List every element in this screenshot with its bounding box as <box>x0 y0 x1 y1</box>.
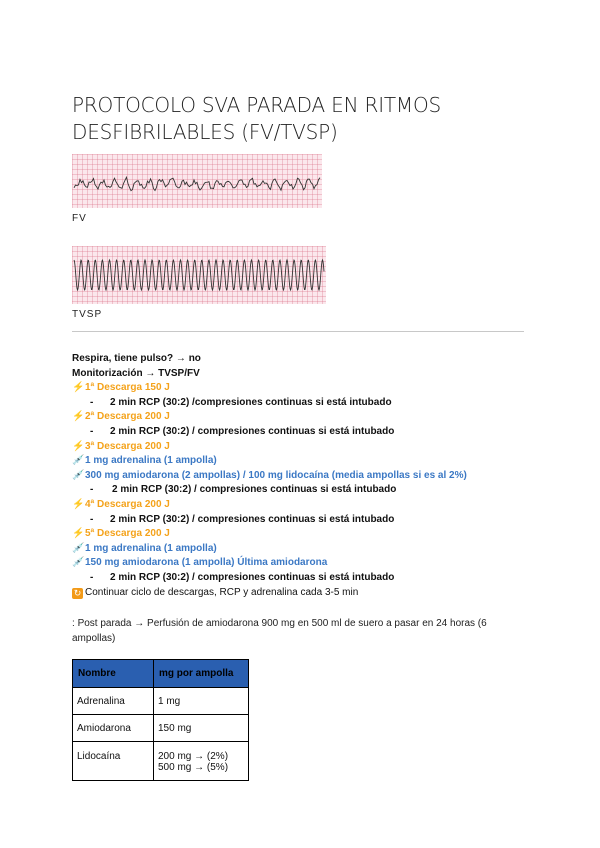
step-drug-amiodarona-2: 💉150 mg amiodarona (1 ampolla) Última amiodarona <box>72 556 542 571</box>
cell-dose: 1 mg <box>154 688 249 715</box>
page-title: PROTOCOLO SVA PARADA EN RITMOS DESFIBRILABLES (FV/TVSP) <box>72 93 442 144</box>
table-header-row <box>73 660 249 688</box>
step-shock-1: ⚡1ª Descarga 150 J <box>72 381 542 396</box>
syringe-icon: 💉 <box>72 469 85 481</box>
cell-name: Adrenalina <box>73 688 154 715</box>
step-rcp-3: - 2 min RCP (30:2) / compresiones continuas si está intubado <box>90 484 397 496</box>
ecg-strip-tvsp <box>72 246 326 304</box>
dose-line: 500 mg → (5%) <box>158 762 229 773</box>
syringe-icon: 💉 <box>72 542 85 554</box>
lightning-icon: ⚡ <box>72 411 85 423</box>
tvsp-caption: TVSP <box>72 309 103 320</box>
step-shock-3: ⚡3ª Descarga 200 J <box>72 440 542 455</box>
fv-caption: FV <box>72 213 87 224</box>
question-monitoring: Monitorización → TVSP/FV <box>72 367 200 379</box>
ecg-strip-fv <box>72 154 322 208</box>
table-row <box>73 715 249 742</box>
cell-name: Amiodarona <box>73 715 154 742</box>
table-row <box>73 688 249 715</box>
step-drug-adrenalina-2: 💉1 mg adrenalina (1 ampolla) <box>72 542 542 557</box>
syringe-icon: 💉 <box>72 557 85 569</box>
step-rcp-1: - 2 min RCP (30:2) /compresiones continuas si está intubado <box>90 396 392 408</box>
fv-waveform <box>72 154 322 208</box>
repeat-icon: ↻ <box>73 587 82 598</box>
lightning-icon: ⚡ <box>72 382 85 394</box>
table-row <box>73 742 249 781</box>
step-drug-amiodarona-1: 💉300 mg amiodarona (2 ampollas) / 100 mg lidocaína (media ampollas si es al 2%) <box>72 469 542 484</box>
question-breathing: Respira, tiene pulso? → no <box>72 353 201 364</box>
step-shock-4: ⚡4ª Descarga 200 J <box>72 498 542 513</box>
col-header-name: Nombre <box>73 660 154 688</box>
cell-dose <box>154 742 249 781</box>
step-shock-2: ⚡2ª Descarga 200 J <box>72 410 542 425</box>
cell-name: Lidocaína <box>73 742 154 781</box>
step-rcp-5: - 2 min RCP (30:2) / compresiones continuas si está intubado <box>90 571 395 583</box>
step-drug-adrenalina-1: 💉1 mg adrenalina (1 ampolla) <box>72 454 542 469</box>
step-rcp-2: - 2 min RCP (30:2) / compresiones continuas si está intubado <box>90 425 395 437</box>
lightning-icon: ⚡ <box>72 498 85 510</box>
step-shock-5: ⚡5ª Descarga 200 J <box>72 527 542 542</box>
col-header-dose: mg por ampolla <box>154 660 249 688</box>
step-continue-cycle: ↻ Continuar ciclo de descargas, RCP y adrenalina cada 3-5 min <box>73 586 359 598</box>
post-arrest-note: : Post parada → Perfusión de amiodarona 900 mg en 500 ml de suero a pasar en 24 horas (6 ampollas) <box>72 618 487 644</box>
divider <box>72 331 524 332</box>
lightning-icon: ⚡ <box>72 440 85 452</box>
tvsp-waveform <box>72 246 326 304</box>
dose-table <box>72 659 249 781</box>
protocol-steps <box>72 352 542 600</box>
step-rcp-4: - 2 min RCP (30:2) / compresiones continuas si está intubado <box>90 513 395 525</box>
syringe-icon: 💉 <box>72 455 85 467</box>
dose-line: 200 mg → (2%) <box>158 751 229 762</box>
lightning-icon: ⚡ <box>72 528 85 540</box>
cell-dose: 150 mg <box>154 715 249 742</box>
